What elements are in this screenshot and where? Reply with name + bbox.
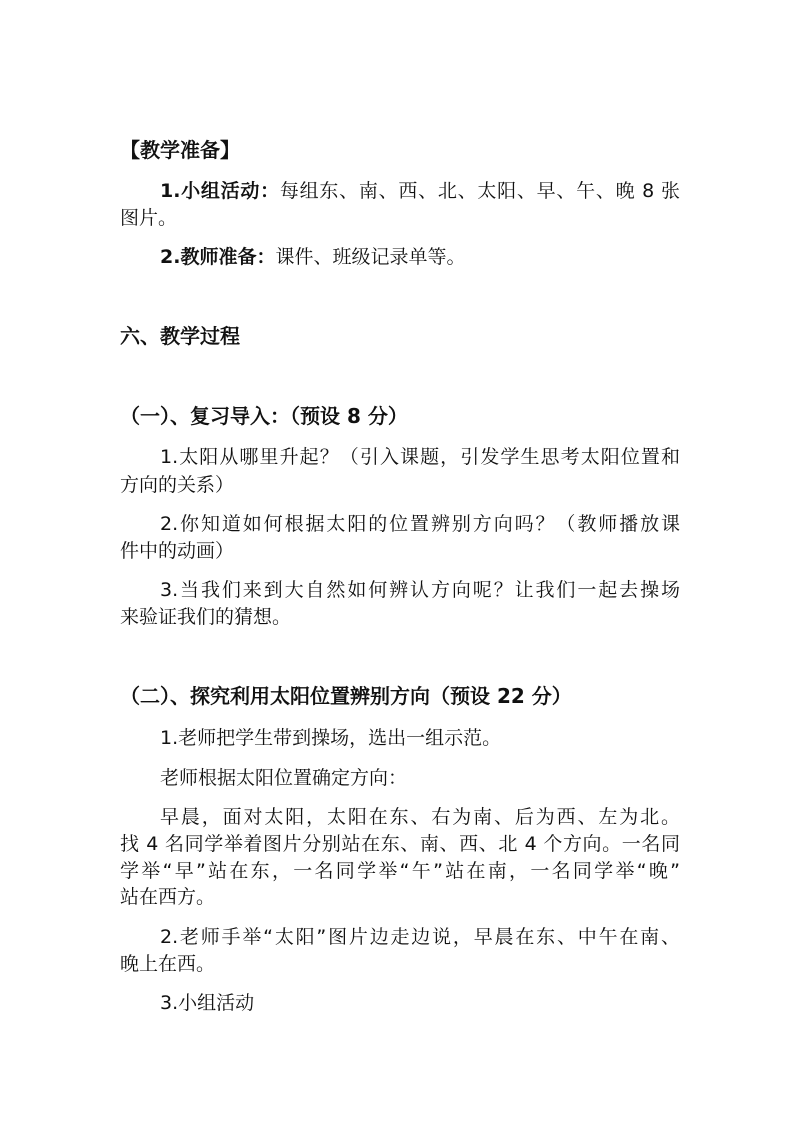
teaching-prep-title: 【教学准备】 — [120, 139, 240, 161]
part-1-title: （一）、复习导入：（预设 8 分） — [120, 405, 408, 427]
prep-item-2-label: 2.教师准备： — [160, 246, 276, 268]
prep-item-2-text: 课件、班级记录单等。 — [275, 246, 466, 268]
prep-item-1-continuation: 图片。 — [120, 207, 178, 229]
question-3-line-2: 来验证我们的猜想。 — [120, 606, 292, 628]
step-2-line-2: 晚上在西。 — [120, 953, 216, 975]
morning-line-1: 早晨，面对太阳，太阳在东、右为南、后为西、左为北。 — [160, 806, 680, 828]
morning-line-2: 找 4 名同学举着图片分别站在东、南、西、北 4 个方向。一名同 — [120, 833, 680, 855]
teacher-note: 老师根据太阳位置确定方向： — [160, 767, 408, 789]
prep-item-2 — [160, 246, 680, 268]
question-1-line-1: 1.太阳从哪里升起？（引入课题，引发学生思考太阳位置和 — [160, 446, 680, 468]
step-1: 1.老师把学生带到操场，选出一组示范。 — [160, 727, 502, 749]
step-3: 3.小组活动 — [160, 992, 255, 1014]
prep-item-1 — [160, 180, 680, 202]
prep-item-1-label: 1.小组活动： — [160, 180, 280, 202]
question-3-line-1: 3.当我们来到大自然如何辨认方向呢？让我们一起去操场 — [160, 579, 680, 601]
prep-item-1-text: 每组东、南、西、北、太阳、早、午、晚 8 张 — [279, 180, 680, 202]
morning-line-4: 站在西方。 — [120, 886, 216, 908]
question-2-line-1: 2.你知道如何根据太阳的位置辨别方向吗？（教师播放课 — [160, 513, 680, 535]
step-2-line-1: 2.老师手举“太阳”图片边走边说，早晨在东、中午在南、 — [160, 926, 680, 948]
morning-line-3: 学举“早”站在东，一名同学举“午”站在南，一名同学举“晚” — [120, 860, 680, 882]
question-2-line-2: 件中的动画） — [120, 540, 235, 562]
question-1-line-2: 方向的关系） — [120, 474, 235, 496]
section-6-title: 六、教学过程 — [120, 325, 240, 347]
part-2-title: （二）、探究利用太阳位置辨别方向（预设 22 分） — [120, 685, 572, 707]
